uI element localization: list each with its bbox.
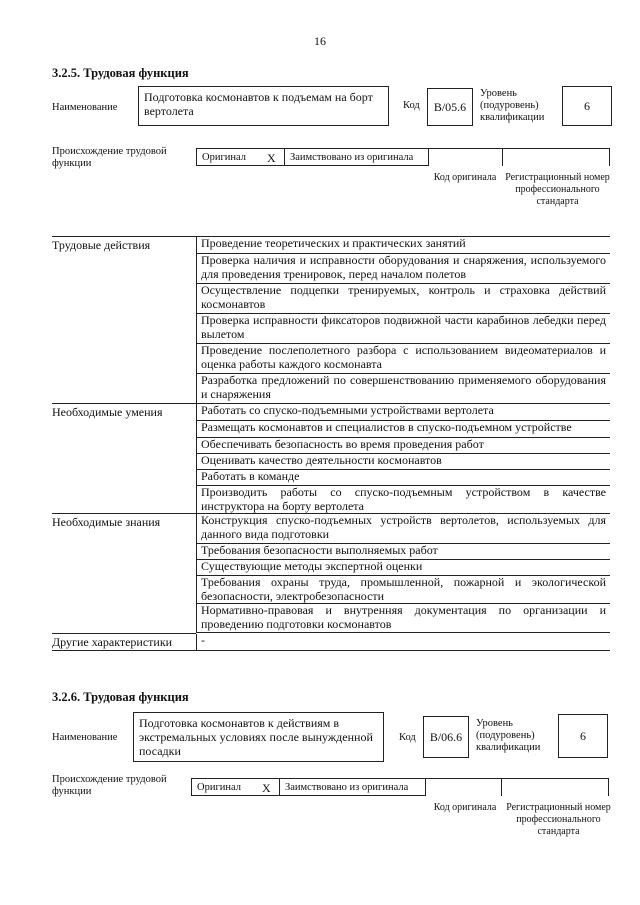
reg-number-cell-326 — [501, 778, 609, 796]
code-original-cell-326 — [425, 778, 501, 796]
labor-action-row — [196, 254, 610, 284]
origin-row-326 — [191, 778, 609, 796]
table-divider — [52, 513, 196, 514]
origin-label-325: Происхождение трудовой функции — [52, 146, 167, 169]
knowledge-text: Конструкция спуско-подъемных устройств вертолетов, используемых для данного вида подготовки — [201, 513, 606, 541]
skill-text: Обеспечивать безопасность во время проведения работ — [201, 437, 484, 451]
original-label-326: Оригинал — [197, 782, 241, 793]
knowledge-text: Требования охраны труда, промышленной, пожарной и экологической безопасности, электробезопасности — [201, 575, 606, 603]
labor-action-row — [196, 284, 610, 314]
reg-number-caption-326: Регистрационный номер профессионального стандарта — [506, 802, 611, 837]
borrowed-label-325: Заимствовано из оригинала — [290, 152, 414, 163]
knowledge-label: Необходимые знания — [52, 515, 161, 529]
labor-actions-label: Трудовые действия — [52, 238, 151, 252]
level-label-325: Уровень (подуровень) квалификации — [480, 88, 545, 123]
labor-action-text: Осуществление подцепки тренируемых, контроль и страховка действий космонавтов — [201, 283, 606, 311]
skill-text: Работать со спуско-подъемными устройствами вертолета — [201, 403, 494, 417]
reg-number-caption-325: Регистрационный номер профессионального стандарта — [505, 172, 610, 207]
code-label-326: Код — [399, 732, 416, 743]
page-number: 16 — [314, 34, 326, 48]
labor-action-text: Проверка наличия и исправности оборудования и снаряжения, используемого для проведения тренировок, перед началом полетов — [201, 253, 606, 281]
other-value: - — [201, 633, 205, 647]
skill-row — [196, 470, 610, 486]
origin-label-326: Происхождение трудовой функции — [52, 774, 167, 797]
labor-action-text: Проверка исправности фиксаторов подвижной части карабинов лебедки перед вылетом — [201, 313, 606, 341]
reg-number-cell-325 — [502, 148, 610, 166]
knowledge-row — [196, 514, 610, 544]
name-label-325: Наименование — [52, 102, 118, 113]
table-bottom-line — [52, 650, 196, 651]
skill-row — [196, 404, 610, 421]
knowledge-row — [196, 544, 610, 560]
borrowed-cell-325 — [284, 148, 428, 166]
code-value-326: B/06.6 — [423, 716, 469, 758]
level-value-326: 6 — [558, 714, 608, 758]
other-label: Другие характеристики — [52, 635, 173, 649]
skill-row — [196, 438, 610, 454]
origin-row-325 — [196, 148, 610, 166]
skill-row — [196, 486, 610, 514]
knowledge-text: Требования безопасности выполняемых работ — [201, 543, 438, 557]
name-value-326: Подготовка космонавтов к действиям в экстремальных условиях после вынужденной посадки — [133, 712, 384, 762]
knowledge-text: Существующие методы экспертной оценки — [201, 559, 423, 573]
knowledge-text: Нормативно-правовая и внутренняя документация по организации и проведению подготовки космонавтов — [201, 603, 606, 631]
labor-action-row — [196, 374, 610, 404]
code-value-325: B/05.6 — [427, 88, 473, 126]
other-row — [196, 634, 610, 651]
code-original-caption-325: Код оригинала — [433, 172, 497, 183]
section-title-325: 3.2.5. Трудовая функция — [52, 66, 189, 80]
labor-action-text: Проведение послеполетного разбора с использованием видеоматериалов и оценка работы каждого космонавта — [201, 343, 606, 371]
name-value-325: Подготовка космонавтов к подъемам на борт вертолета — [138, 86, 389, 126]
code-label-325: Код — [403, 100, 420, 111]
borrowed-cell-326 — [279, 778, 425, 796]
original-label-325: Оригинал — [202, 152, 246, 163]
code-original-cell-325 — [428, 148, 502, 166]
knowledge-row — [196, 576, 610, 604]
skills-label: Необходимые умения — [52, 405, 163, 419]
original-cell-326 — [191, 778, 279, 796]
labor-action-row — [196, 344, 610, 374]
labor-action-text: Проведение теоретических и практических занятий — [201, 236, 466, 250]
table-divider — [52, 633, 196, 634]
skill-row — [196, 454, 610, 470]
labor-action-row — [196, 314, 610, 344]
original-mark-326: X — [262, 781, 271, 795]
skill-text: Размещать космонавтов и специалистов в спуско-подъемном устройстве — [201, 420, 572, 434]
skill-text: Работать в команде — [201, 469, 300, 483]
level-value-325: 6 — [562, 86, 612, 126]
skill-text: Производить работы со спуско-подъемным устройством в качестве инструктора на борту вертолета — [201, 485, 606, 513]
knowledge-row — [196, 604, 610, 633]
original-cell-325 — [196, 148, 284, 166]
labor-action-row — [196, 237, 610, 254]
skill-row — [196, 421, 610, 438]
skill-text: Оценивать качество деятельности космонавтов — [201, 453, 442, 467]
table-divider — [52, 403, 196, 404]
section-title-326: 3.2.6. Трудовая функция — [52, 690, 189, 704]
code-original-caption-326: Код оригинала — [433, 802, 497, 813]
level-label-326: Уровень (подуровень) квалификации — [476, 718, 541, 753]
knowledge-row — [196, 560, 610, 576]
borrowed-label-326: Заимствовано из оригинала — [285, 782, 409, 793]
original-mark-325: X — [267, 151, 276, 165]
labor-action-text: Разработка предложений по совершенствованию применяемого оборудования и снаряжения — [201, 373, 606, 401]
name-label-326: Наименование — [52, 732, 118, 743]
